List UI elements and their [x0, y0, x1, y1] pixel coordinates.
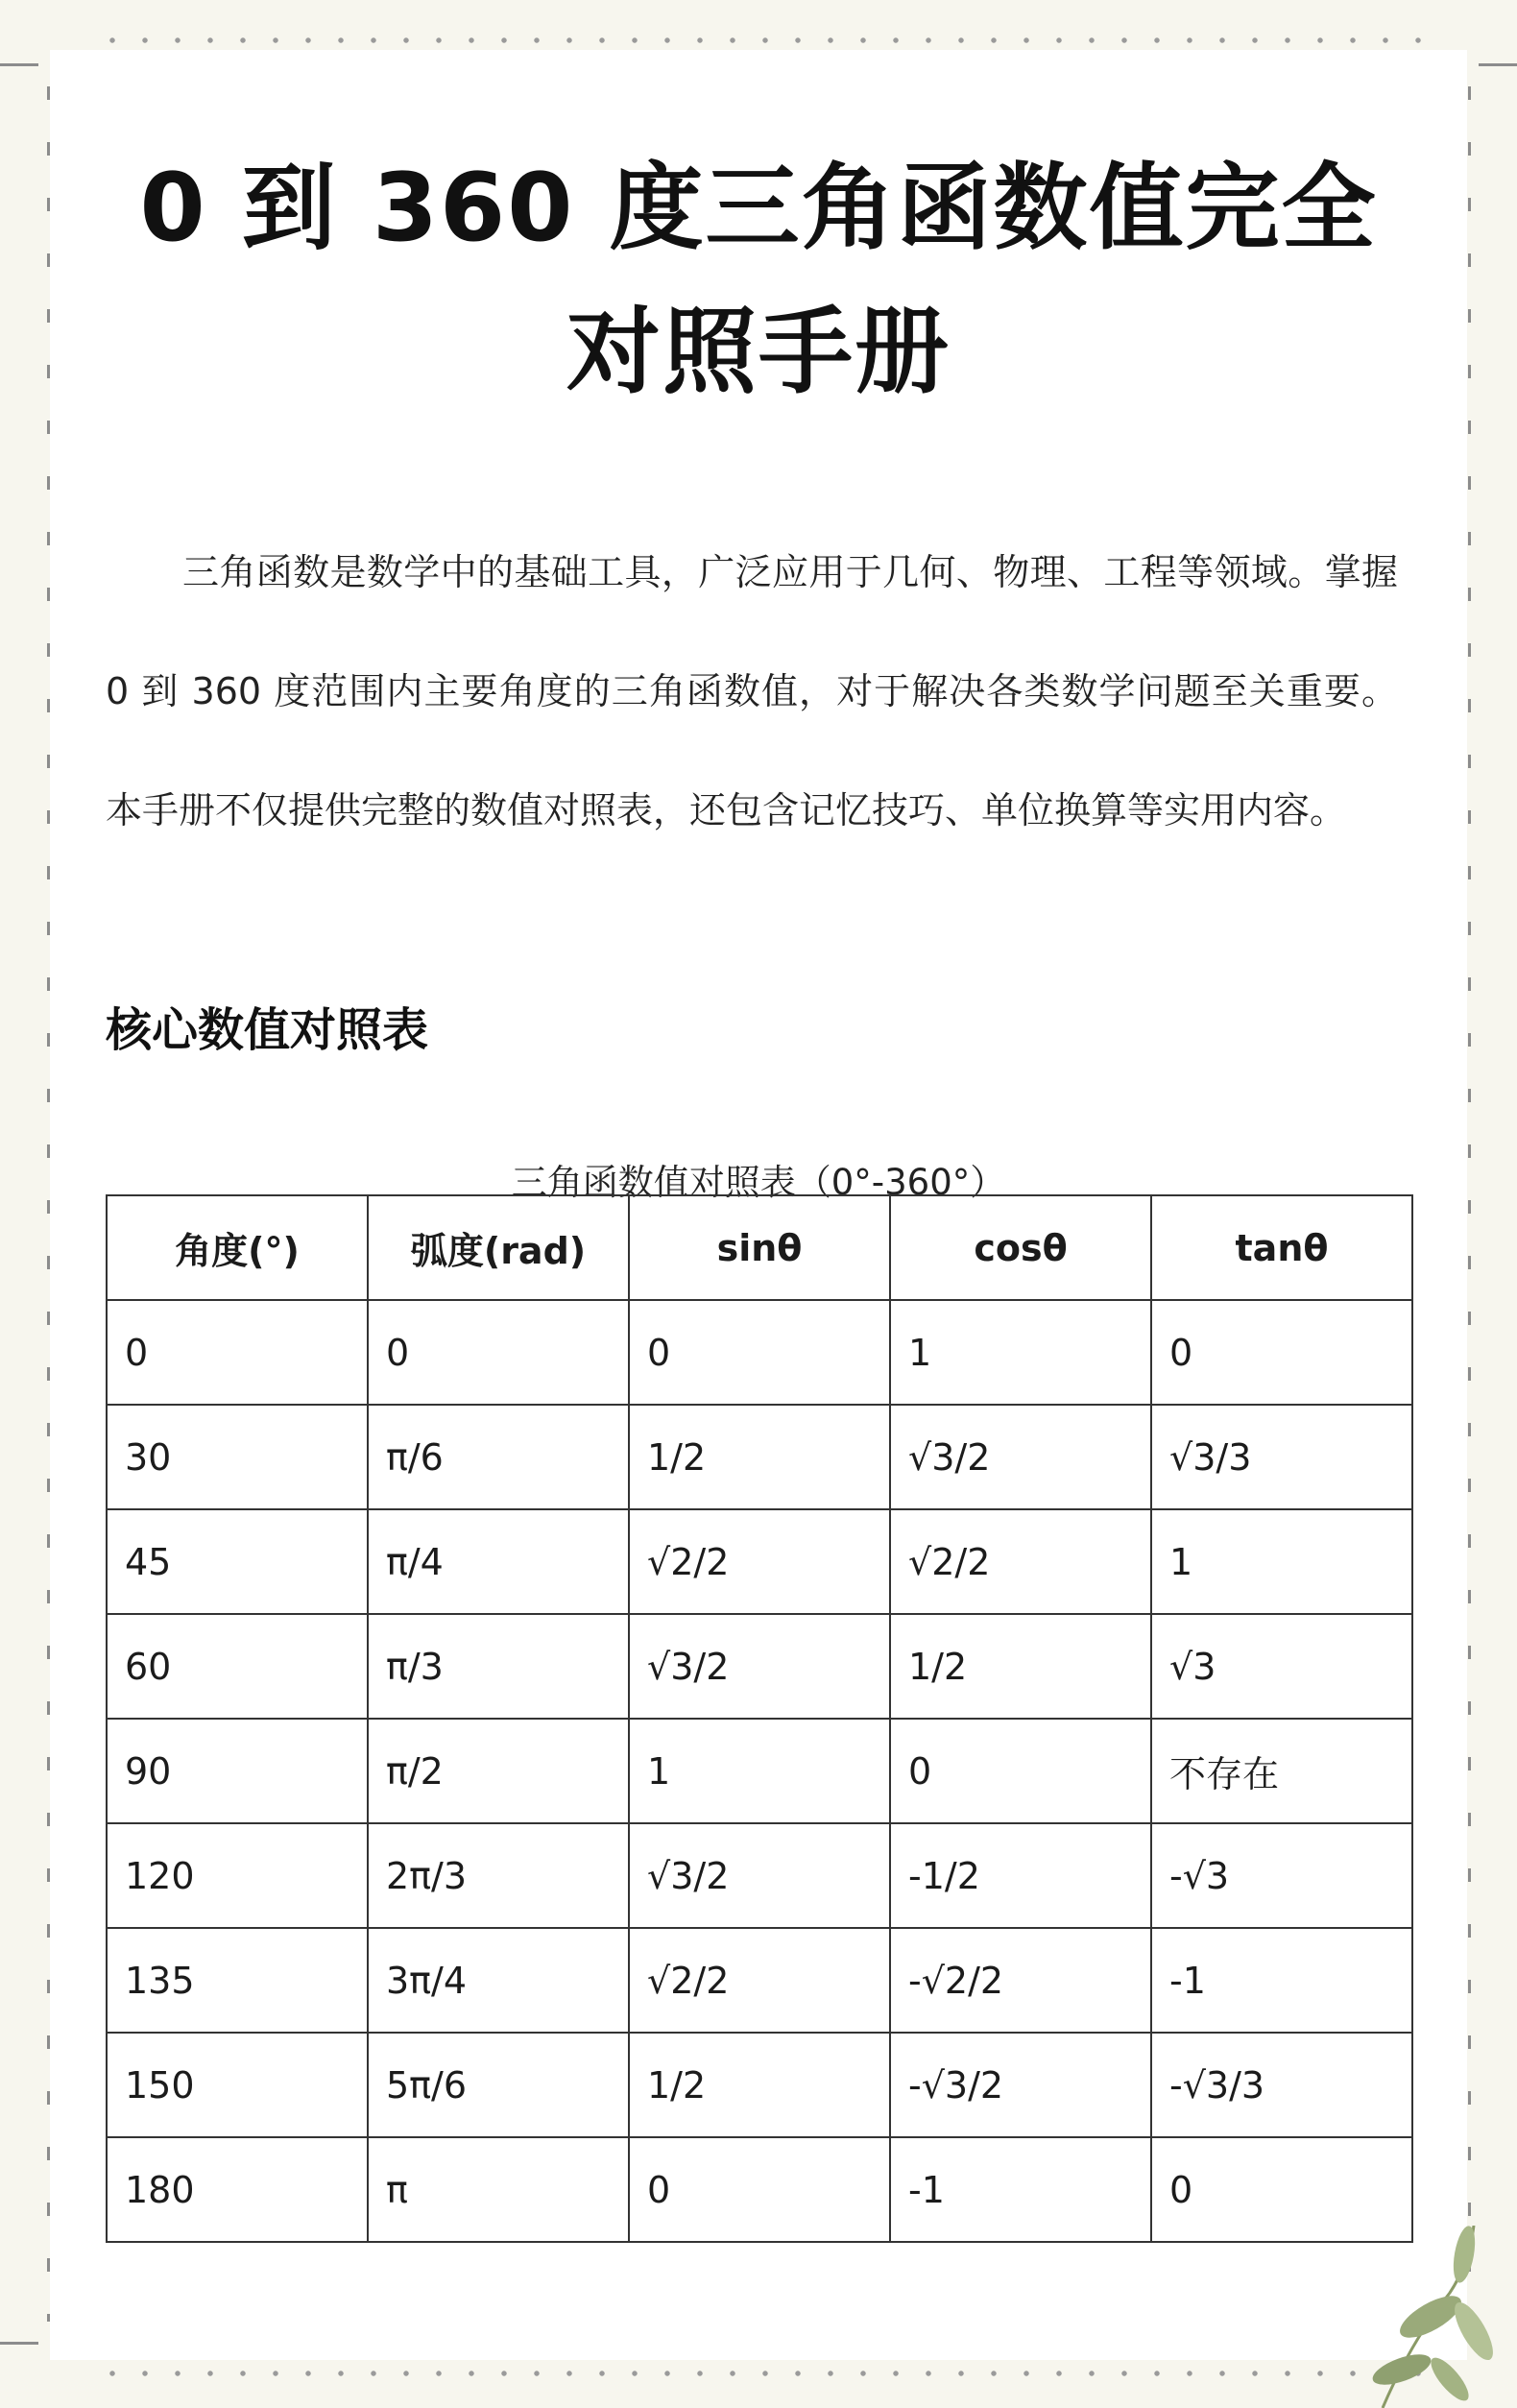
cell-cos: √2/2: [890, 1509, 1151, 1614]
decorative-plant-leaves: [1306, 2226, 1517, 2408]
cell-sin: √2/2: [629, 1509, 890, 1614]
cell-angle: 120: [107, 1823, 368, 1928]
section-heading: 核心数值对照表: [106, 1003, 429, 1057]
decorative-corner-line: [1479, 63, 1517, 66]
cell-tan: √3: [1151, 1614, 1412, 1719]
decorative-dotted-border-top: [96, 35, 1421, 46]
header-radian: 弧度(rad): [368, 1195, 629, 1300]
cell-tan: -√3/3: [1151, 2033, 1412, 2137]
cell-sin: √3/2: [629, 1614, 890, 1719]
cell-cos: √3/2: [890, 1405, 1151, 1509]
cell-angle: 45: [107, 1509, 368, 1614]
cell-angle: 0: [107, 1300, 368, 1405]
table-row: [107, 1509, 1412, 1614]
cell-radian: 5π/6: [368, 2033, 629, 2137]
cell-sin: √2/2: [629, 1928, 890, 2033]
cell-tan: -√3: [1151, 1823, 1412, 1928]
table-row: [107, 1405, 1412, 1509]
table-caption: 三角函数值对照表（0°-360°）: [511, 1162, 1006, 1203]
header-cos: cosθ: [890, 1195, 1151, 1300]
cell-tan: -1: [1151, 1928, 1412, 2033]
cell-cos: -1: [890, 2137, 1151, 2242]
cell-tan: 0: [1151, 1300, 1412, 1405]
cell-cos: -√2/2: [890, 1928, 1151, 2033]
decorative-dotted-border-bottom: [96, 2368, 1421, 2379]
header-sin: sinθ: [629, 1195, 890, 1300]
cell-radian: π/3: [368, 1614, 629, 1719]
decorative-corner-line: [0, 2342, 38, 2345]
header-angle: 角度(°): [107, 1195, 368, 1300]
cell-sin: √3/2: [629, 1823, 890, 1928]
table-row: [107, 1614, 1412, 1719]
cell-tan: √3/3: [1151, 1405, 1412, 1509]
cell-tan: 0: [1151, 2137, 1412, 2242]
table-row: [107, 1300, 1412, 1405]
table-row: [107, 1719, 1412, 1823]
cell-cos: -√3/2: [890, 2033, 1151, 2137]
table-row: [107, 1928, 1412, 2033]
cell-cos: 0: [890, 1719, 1151, 1823]
cell-radian: π/6: [368, 1405, 629, 1509]
table-header-row: [107, 1195, 1412, 1300]
cell-sin: 1/2: [629, 2033, 890, 2137]
cell-radian: 2π/3: [368, 1823, 629, 1928]
cell-angle: 90: [107, 1719, 368, 1823]
cell-radian: 0: [368, 1300, 629, 1405]
cell-cos: 1/2: [890, 1614, 1151, 1719]
cell-sin: 1/2: [629, 1405, 890, 1509]
cell-radian: 3π/4: [368, 1928, 629, 2033]
cell-cos: 1: [890, 1300, 1151, 1405]
cell-sin: 0: [629, 2137, 890, 2242]
cell-tan: 1: [1151, 1509, 1412, 1614]
table-row: [107, 1823, 1412, 1928]
cell-angle: 30: [107, 1405, 368, 1509]
cell-radian: π: [368, 2137, 629, 2242]
cell-angle: 180: [107, 2137, 368, 2242]
cell-tan: 不存在: [1151, 1719, 1412, 1823]
intro-paragraph: 三角函数是数学中的基础工具，广泛应用于几何、物理、工程等领域。掌握 0 到 360 度范围内主要角度的三角函数值，对于解决各类数学问题至关重要。本手册不仅提供完整的数值对照表，还包含记忆技巧、单位换算等实用内容。: [106, 551, 1398, 831]
cell-angle: 135: [107, 1928, 368, 2033]
cell-angle: 60: [107, 1614, 368, 1719]
cell-angle: 150: [107, 2033, 368, 2137]
table-row: [107, 2033, 1412, 2137]
table-row: [107, 2137, 1412, 2242]
header-tan: tanθ: [1151, 1195, 1412, 1300]
trig-values-table: [106, 1194, 1413, 2243]
document-page: [50, 50, 1467, 2360]
cell-radian: π/2: [368, 1719, 629, 1823]
cell-cos: -1/2: [890, 1823, 1151, 1928]
cell-sin: 0: [629, 1300, 890, 1405]
cell-radian: π/4: [368, 1509, 629, 1614]
document-title: 0 到 360 度三角函数值完全对照手册: [139, 154, 1378, 407]
decorative-corner-line: [0, 63, 38, 66]
cell-sin: 1: [629, 1719, 890, 1823]
